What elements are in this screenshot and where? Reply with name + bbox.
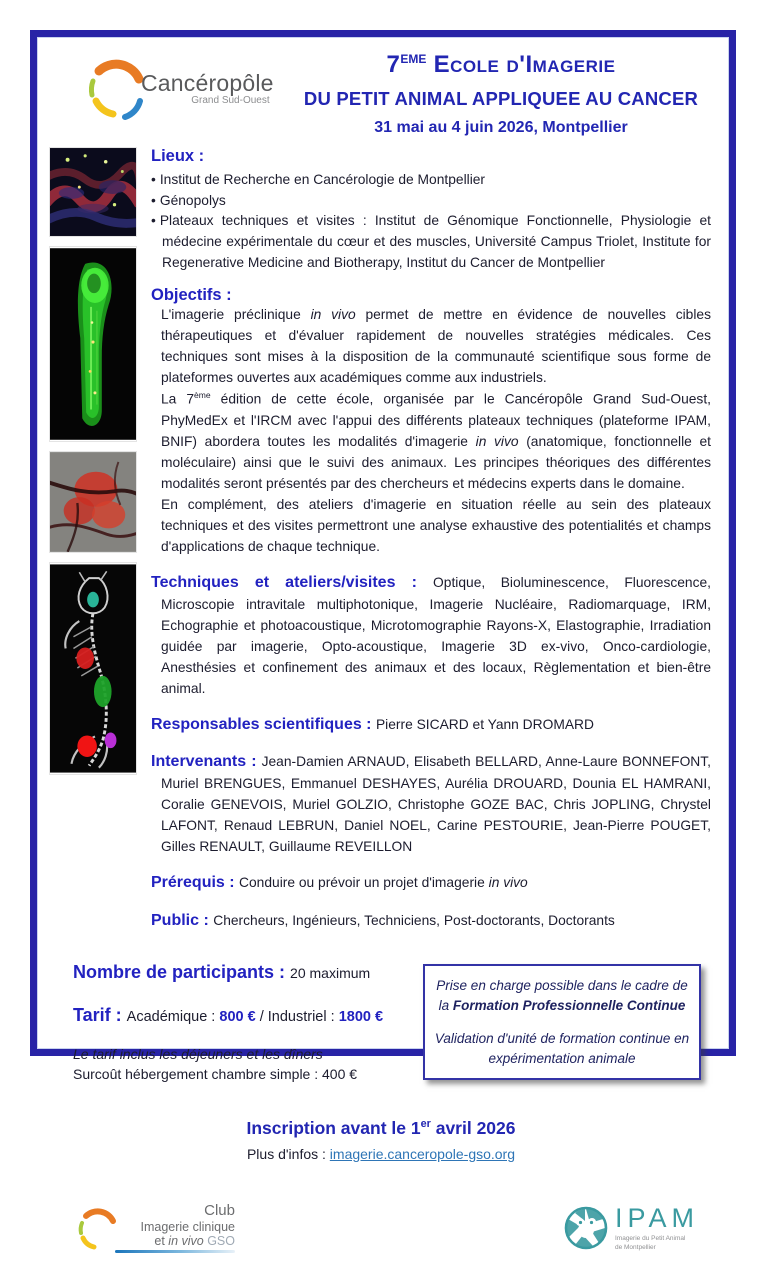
ipam-name: IPAM bbox=[614, 1203, 699, 1234]
tarif-row: Tarif : Académique : 800 € / Industriel : 1800 € bbox=[73, 1004, 384, 1025]
public-heading: Public : bbox=[151, 911, 214, 929]
brand-name: Cancéropôle bbox=[141, 70, 274, 96]
section-responsables bbox=[151, 713, 711, 737]
brand-subname: Grand Sud-Ouest bbox=[191, 95, 270, 106]
bottom-section bbox=[49, 962, 713, 1090]
main-content bbox=[49, 147, 713, 946]
document-page bbox=[30, 30, 736, 1251]
club-underline-bar bbox=[115, 1250, 235, 1253]
title-block bbox=[295, 51, 713, 137]
club-label: Club bbox=[204, 1202, 235, 1220]
more-info-line: Plus d'infos : imagerie.canceropole-gso.org bbox=[246, 1145, 516, 1162]
website-link[interactable]: imagerie.canceropole-gso.org bbox=[329, 1145, 516, 1162]
tarif-heading: Tarif : bbox=[73, 1004, 127, 1025]
public-paragraph: Public : Chercheurs, Ingénieurs, Techniciens, Post-doctorants, Doctorants bbox=[151, 911, 615, 929]
canceropole-logo bbox=[85, 51, 295, 125]
club-label-2: Imagerie clinique bbox=[140, 1219, 235, 1234]
green-fluorescent-specimen-image bbox=[49, 246, 137, 442]
club-arc-icon bbox=[75, 1202, 119, 1254]
intervenants-heading: Intervenants : bbox=[151, 753, 262, 771]
section-objectifs bbox=[151, 286, 711, 557]
section-techniques bbox=[151, 571, 711, 700]
text-column bbox=[137, 147, 713, 946]
intervenants-paragraph: Intervenants : Jean-Damien ARNAUD, Elisabeth BELLARD, Anne-Laure BONNEFONT, Muriel BRENGUES, Emmanuel DESHAYES, Aurélia DROUARD, Dounia EL HAMRANI, Coralie GENEVOIS, Muriel GOLZIO, Christophe GOZE BAC, Chris JOPLING, Chrystel LAFONT, Renaud LEBRUN, Daniel NOEL, Carine PESTOURIE, Jean-Pierre POUGET, Gilles RENAULT, Guillaume REVEILLON bbox=[151, 753, 711, 855]
mouse-scan-image bbox=[49, 562, 137, 775]
lieux-list bbox=[151, 170, 711, 273]
list-item: • Institut de Recherche en Cancérologie de Montpellier bbox=[151, 170, 711, 191]
section-public bbox=[151, 909, 711, 933]
objectifs-heading: Objectifs : bbox=[151, 286, 232, 305]
prerequis-heading: Prérequis : bbox=[151, 874, 240, 892]
tumor-vasculature-image bbox=[49, 451, 137, 553]
event-date: 31 mai au 4 juin 2026, Montpellier bbox=[374, 119, 628, 136]
techniques-heading: Techniques et ateliers/visites : bbox=[151, 573, 434, 591]
objectifs-paragraph-1: L'imagerie préclinique in vivo permet de mettre en évidence de nouvelles cibles thérapeutiques et d'évaluer rapidement de nouvelles stratégies médicales. Ces techniques sont mises à la disposition de la communauté scientifique sous forme de plateformes ouvertes aux académiques comme aux industriels. bbox=[161, 307, 711, 386]
club-label-3: et in vivo GSO bbox=[154, 1234, 235, 1249]
section-lieux bbox=[151, 147, 711, 273]
fpc-box-line-1: Prise en charge possible dans le cadre de la Formation Professionnelle Continue bbox=[436, 977, 688, 1013]
fpc-box-line-2: Validation d'unité de formation continue en expérimentation animale bbox=[434, 1031, 690, 1066]
photo-column bbox=[49, 147, 137, 946]
ipam-aperture-mouse-icon bbox=[563, 1205, 609, 1251]
techniques-paragraph: Techniques et ateliers/visites : Optique, Bioluminescence, Fluorescence, Microscopie intravitale multiphotonique, Imagerie Nucléaire, Radiomarquage, IRM, Echographie et photoacoustique, Microtomographie Rayons-X, Elastographie, Irradiation guidée par imagerie, Opto-acoustique, Imagerie 3D ex-vivo, Onco-cardiologie, Anesthésies et confinement des animaux et des locaux, Règlementation et bien-être animal. bbox=[151, 573, 711, 696]
ipam-tagline: Imagerie du Petit Animal de Montpellier bbox=[614, 1235, 686, 1251]
responsables-paragraph: Responsables scientifiques : Pierre SICARD et Yann DROMARD bbox=[151, 715, 594, 733]
inscription-deadline: Inscription avant le 1er avril 2026 bbox=[246, 1117, 516, 1138]
canceropole-arc-icon bbox=[85, 51, 147, 125]
responsables-heading: Responsables scientifiques : bbox=[151, 715, 376, 733]
objectifs-paragraph-3: En complément, des ateliers d'imagerie en situation réelle au sein des plateaux techniques et des visites permettront une analyse exhaustive des potentialités et champs d'applications de chaque technique. bbox=[161, 496, 711, 554]
formation-professionnelle-box bbox=[423, 964, 701, 1080]
fluorescence-microscopy-image bbox=[49, 147, 137, 237]
header bbox=[49, 51, 713, 137]
lieux-heading: Lieux : bbox=[151, 147, 205, 165]
tarif-note-meals: Le tarif inclus les déjeuners et les dîners bbox=[73, 1045, 323, 1062]
ipam-logo bbox=[563, 1203, 699, 1252]
event-title: 7EME Ecole d'Imagerie bbox=[386, 51, 616, 78]
club-imagerie-logo bbox=[75, 1202, 235, 1254]
event-subtitle: DU PETIT ANIMAL APPLIQUEE AU CANCER bbox=[303, 88, 699, 109]
list-item: • Génopolys bbox=[151, 191, 711, 212]
participants-row: Nombre de participants : 20 maximum bbox=[73, 961, 371, 982]
section-intervenants bbox=[151, 750, 711, 858]
prerequis-paragraph: Prérequis : Conduire ou prévoir un projet d'imagerie in vivo bbox=[151, 874, 528, 892]
tarif-note-room: Surcoût hébergement chambre simple : 400 € bbox=[73, 1065, 358, 1082]
footer bbox=[49, 1118, 713, 1268]
objectifs-paragraph-2: La 7ème édition de cette école, organisée par le Cancéropôle Grand Sud-Ouest, PhyMedEx et l'IRCM avec l'appui des différents plateaux techniques (plateforme IPAM, BNIF) abordera toutes les modalités d'imagerie in vivo (anatomique, fonctionnelle et moléculaire) ainsi que le suivi des animaux. Les principes théoriques des différentes modalités seront présentés par des chercheurs et médecins experts dans le domaine. bbox=[161, 390, 711, 491]
list-item: • Plateaux techniques et visites : Institut de Génomique Fonctionnelle, Physiologie et médecine expérimentale du cœur et des muscles, Université Campus Triolet, Institute for Regenerative Medicine and Biotherapy, Institut du Cancer de Montpellier bbox=[151, 211, 711, 273]
section-prerequis bbox=[151, 871, 711, 895]
participants-heading: Nombre de participants : bbox=[73, 961, 291, 982]
